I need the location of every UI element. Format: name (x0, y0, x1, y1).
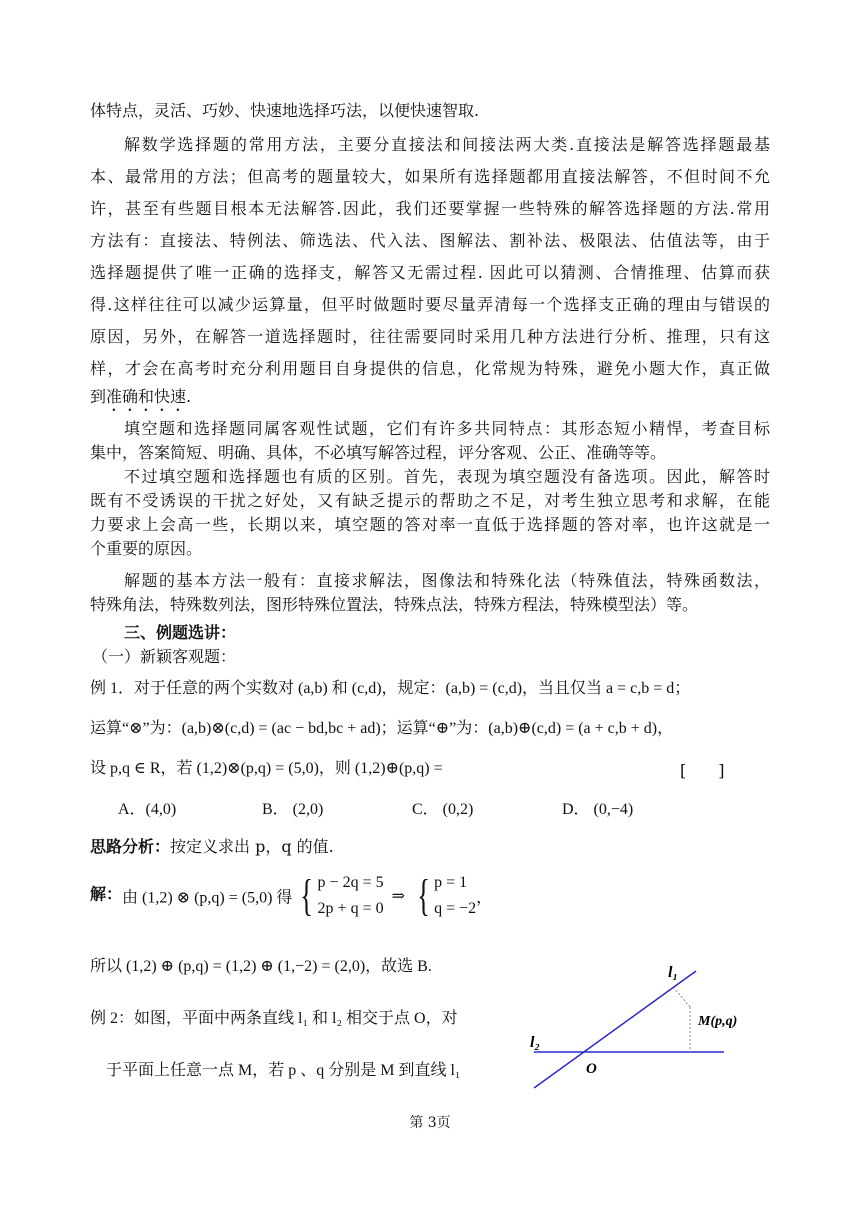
paragraph-line: 个重要的原因。 (90, 539, 203, 558)
paragraph-line: 力要求上会高一些，长期以来，填空题的答对率一直低于选择题的答对率，也许这就是一 (90, 515, 770, 534)
example-2-line: 于平面上任意一点 M，若 p 、q 分别是 M 到直线 l₁ (106, 1062, 461, 1079)
subsection-heading: （一）新颖客观题： (92, 647, 237, 666)
page-number: 第 3页 (409, 1115, 451, 1131)
paragraph-line: 既有不受诱误的干扰之好处，又有缺乏提示的帮助之不足，对考生独立思考和求解，在能 (90, 491, 770, 510)
option-b: B． (2,0) (262, 801, 324, 818)
solution-label: 解： (90, 886, 123, 904)
label-l1: l₁ (668, 964, 679, 981)
option-a: A．(4,0) (118, 801, 177, 818)
paragraph-line: 不过填空题和选择题也有质的区别。首先，表现为填空题没有备选项。因此，解答时 (124, 467, 770, 486)
conclusion-line: 所以 (1,2) ⊕ (p,q) = (1,2) ⊕ (1,−2) = (2,0)，故选 B. (90, 958, 432, 975)
answer-bracket: [ ] (680, 761, 725, 780)
label-l2: l₂ (530, 1034, 541, 1051)
lines-figure (510, 955, 740, 1095)
example-2-line: 例 2：如图，平面中两条直线 l₁ 和 l₂ 相交于点 O，对 (90, 1010, 458, 1027)
paragraph-line: 解题的基本方法一般有：直接求解法，图像法和特殊化法（特殊值法，特殊函数法， (124, 571, 770, 590)
paragraph-line: 填空题和选择题同属客观性试题，它们有许多共同特点：其形态短小精悍，考查目标 (124, 419, 770, 438)
left-brace: { (300, 871, 314, 920)
line-l1 (534, 971, 696, 1088)
left-brace: { (417, 871, 430, 920)
paragraph-line: 原因，另外，在解答一道选择题时，往往需要同时采用几种方法进行分析、推理，只有这 (90, 327, 770, 346)
analysis-label: 思路分析： (90, 837, 171, 856)
example-1-line: 运算“⊗”为：(a,b)⊗(c,d) = (ac − bd,bc + ad)；运算“⊕”为：(a,b)⊕(c,d) = (a + c,b + d)， (90, 720, 674, 737)
paragraph-line: 选择题提供了唯一正确的选择支，解答又无需过程. 因此可以猜测、合情推理、估算而获 (90, 263, 770, 282)
paragraph-line: 本、最常用的方法；但高考的题量较大，如果所有选择题都用直接法解答，不但时间不允 (90, 167, 770, 186)
paragraph-line: 到准确和快速. (90, 387, 192, 406)
example-1-line: 例 1．对于任意的两个实数对 (a,b) 和 (c,d)，规定：(a,b) = (c,d)，当且仅当 a = c,b = d； (90, 680, 691, 697)
option-d: D． (0,−4) (562, 801, 634, 818)
paragraph-line: 许，甚至有些题目根本无法解答.因此，我们还要掌握一些特殊的解答选择题的方法.常用 (90, 199, 770, 218)
analysis-line: 思路分析：按定义求出 p，q 的值. (90, 837, 334, 856)
paragraph-line: 解数学选择题的常用方法，主要分直接法和间接法两大类.直接法是解答选择题最基 (124, 135, 770, 154)
emphasis-text: 准确和快速 (106, 387, 187, 406)
label-o: O (586, 1061, 597, 1077)
paragraph-line: 方法有：直接法、特例法、筛选法、代入法、图解法、割补法、极限法、估值法等，由于 (90, 231, 770, 250)
paragraph-line: 体特点，灵活、巧妙、快速地选择巧法，以便快速智取. (90, 101, 480, 120)
equation-system: p − 2q = 5 2p + q = 0 (317, 874, 384, 917)
paragraph-line: 特殊角法，特殊数列法，图形特殊位置法，特殊点法，特殊方程法，特殊模型法）等。 (90, 595, 699, 614)
paragraph-line: 集中，答案简短、明确、具体，不必填写解答过程，评分客观、公正、准确等等。 (90, 443, 667, 462)
solution-line: 解：由 (1,2) ⊗ (p,q) = (5,0) 得 { p − 2q = 5 2p + q = 0 ⇒ { p = 1 q = −2， (90, 871, 493, 920)
section-heading: 三、例题选讲： (124, 623, 237, 642)
paragraph-line: 得.这样往往可以减少运算量，但平时做题时要尽量弄清每一个选择支正确的理由与错误的 (90, 295, 770, 314)
option-c: C． (0,2) (412, 801, 474, 818)
example-1-line: 设 p,q ∈ R，若 (1,2)⊗(p,q) = (5,0)，则 (1,2)⊕(p,q) = (90, 760, 443, 777)
perpendicular-to-l1 (674, 988, 690, 1007)
label-m: M(p,q) (698, 1014, 738, 1029)
equation-system: p = 1 q = −2 (434, 874, 477, 917)
paragraph-line: 样，才会在高考时充分利用题目自身提供的信息，化常规为特殊，避免小题大作，真正做 (90, 359, 770, 378)
